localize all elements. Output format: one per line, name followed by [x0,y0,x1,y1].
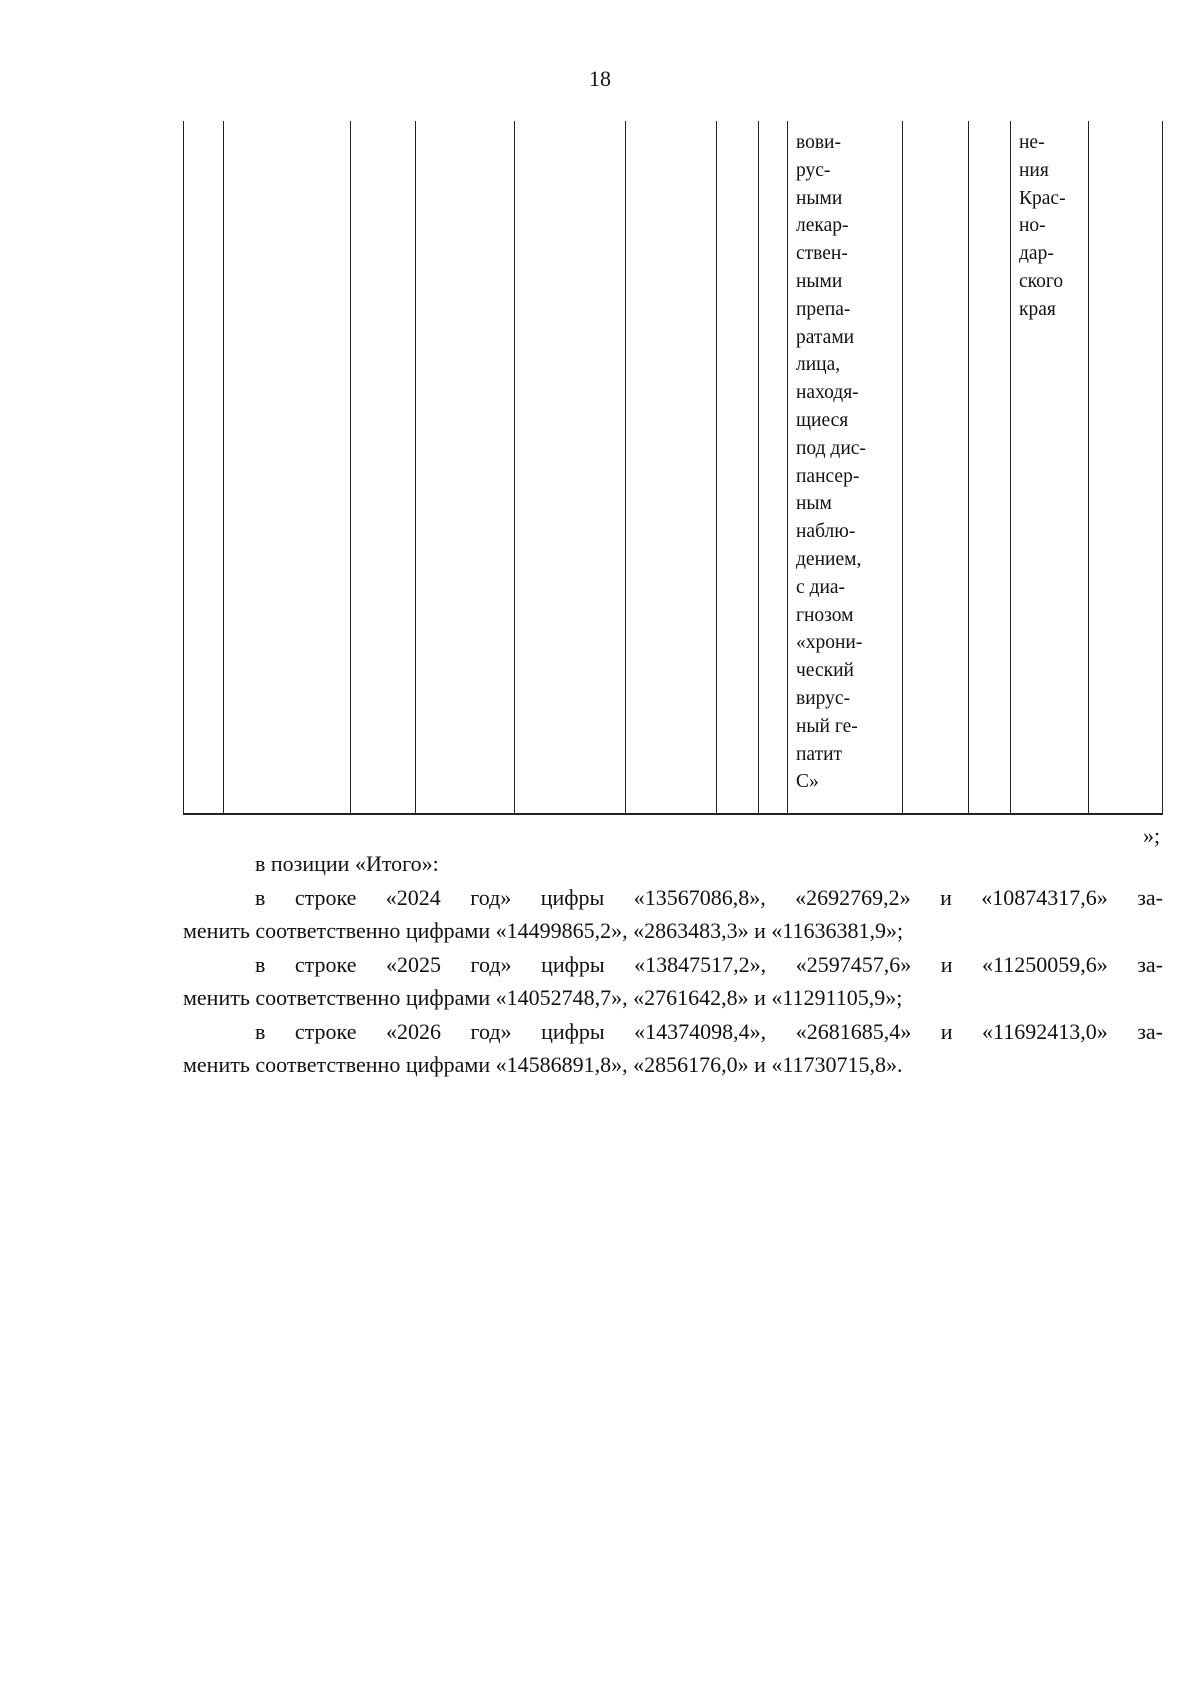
table-column-border [716,121,717,813]
row-2026-line2: менить соответственно цифрами «14586891,8», «2856176,0» и «11730715,8». [183,1052,903,1077]
row-2025-line2: менить соответственно цифрами «14052748,7», «2761642,8» и «11291105,9»; [183,985,903,1010]
row-2024-line2: менить соответственно цифрами «14499865,2», «2863483,3» и «11636381,9»; [183,918,904,943]
position-intro: в позиции «Итого»: [255,851,439,876]
table-column-border [787,121,788,813]
table-column-border [350,121,351,813]
row-2026-line1: в строке «2026 год» цифры «14374098,4», «2681685,4» и «11692413,0» за- [255,1018,1163,1044]
table-column-border [223,121,224,813]
table-column-border [902,121,903,813]
table-continuation [183,121,1163,815]
table-column-border [625,121,626,813]
table-cell-patient-category: вови- рус- ными лекар- ствен- ными препа- ратами лица, находя- щиеся под дис- пансер- ным наблю- дением, с диа- гнозом «хрони- ческий вирус- ный ге- патит С» [796,132,866,793]
table-cell-executor: не- ния Крас- но- дар- ского края [1019,132,1066,320]
table-column-border [183,121,184,813]
table-column-border [758,121,759,813]
row-2025-line1: в строке «2025 год» цифры «13847517,2», «2597457,6» и «11250059,6» за- [255,951,1163,977]
page-number: 18 [589,66,611,91]
table-column-border [1088,121,1089,813]
table-closing-quote: »; [1143,823,1161,848]
row-2024-line1: в строке «2024 год» цифры «13567086,8», «2692769,2» и «10874317,6» за- [255,884,1163,910]
amendment-text [183,847,1163,1082]
table-column-border [514,121,515,813]
table-column-border [1010,121,1011,813]
table-column-border [415,121,416,813]
table-column-border [968,121,969,813]
